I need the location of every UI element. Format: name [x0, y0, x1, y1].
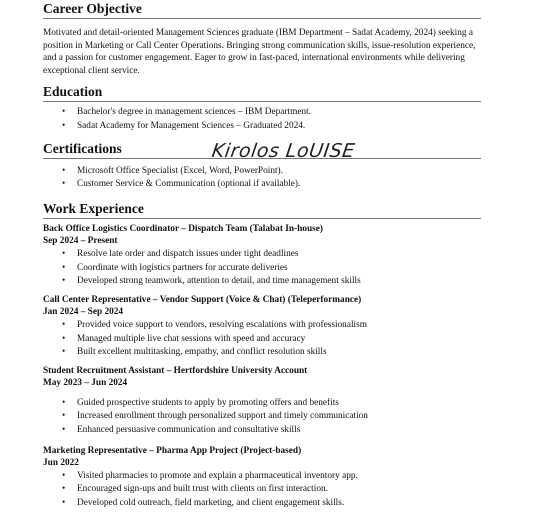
- job-dates: Sep 2024 – Present: [43, 236, 118, 247]
- work-experience-heading: Work Experience: [43, 200, 481, 219]
- bullet-icon: •: [62, 484, 66, 495]
- bullet-icon: •: [62, 276, 66, 287]
- bullet-icon: •: [62, 498, 66, 509]
- career-objective-section: [43, 0, 481, 77]
- job-title: Marketing Representative – Pharma App Project (Project-based): [43, 445, 302, 456]
- list-item: [43, 165, 481, 179]
- list-item: [43, 397, 481, 411]
- bullet-icon: •: [62, 347, 66, 358]
- bullet-icon: •: [62, 333, 66, 344]
- bullet-icon: •: [62, 262, 66, 273]
- bullet-icon: •: [62, 179, 66, 190]
- job-bullets: [43, 248, 481, 289]
- job-entry: [43, 294, 481, 360]
- list-item: [43, 483, 481, 497]
- job-dates: Jun 2022: [43, 458, 79, 469]
- job-bullet: Visited pharmacies to promote and explain a pharmaceutical inventory app.: [77, 470, 358, 481]
- job-bullet: Increased enrollment through personalized support and timely communication: [77, 411, 368, 422]
- list-item: [43, 424, 481, 438]
- list-item: [43, 410, 481, 424]
- job-dates: May 2023 – Jun 2024: [43, 378, 128, 389]
- job-bullet: Guided prospective students to apply by promoting offers and benefits: [77, 397, 339, 408]
- job-bullet: Developed strong teamwork, attention to detail, and time management skills: [77, 276, 361, 287]
- job-bullet: Managed multiple live chat sessions with speed and accuracy: [77, 333, 306, 344]
- work-experience-section: [43, 200, 481, 511]
- job-bullet: Developed cold outreach, field marketing, and client engagement skills.: [77, 498, 345, 509]
- list-item: [43, 248, 481, 262]
- job-bullet: Provided voice support to vendors, resolving escalations with professionalism: [77, 319, 367, 330]
- education-heading: Education: [43, 83, 481, 102]
- certification-item: Customer Service & Communication (optional if available).: [77, 179, 301, 190]
- list-item: [43, 470, 481, 484]
- list-item: [43, 262, 481, 276]
- bullet-icon: •: [62, 470, 66, 481]
- bullet-icon: •: [62, 397, 66, 408]
- job-entry: [43, 365, 481, 438]
- job-title: Student Recruitment Assistant – Hertfordshire University Account: [43, 365, 308, 376]
- list-item: [43, 106, 481, 120]
- certifications-list: [43, 165, 481, 192]
- career-objective-text: Motivated and detail-oriented Management Sciences graduate (IBM Department – Sadat Academy, 2024) seeking a position in Marketing or Call Center Operations. Bringing strong communication skills, issue-resolution experience, and a passion for customer engagement. Eager to grow in fast-paced, international environments while delivering exceptional client service.: [43, 28, 476, 76]
- certification-item: Microsoft Office Specialist (Excel, Word, PowerPoint).: [77, 165, 283, 176]
- bullet-icon: •: [62, 411, 66, 422]
- certifications-heading: Certifications: [43, 140, 481, 159]
- job-bullets: [43, 470, 481, 511]
- job-entry: [43, 223, 481, 289]
- education-item: Bachelor's degree in management sciences – IBM Department.: [77, 107, 312, 118]
- job-bullet: Built excellent multitasking, empathy, and conflict resolution skills: [77, 347, 327, 358]
- job-title: Back Office Logistics Coordinator – Dispatch Team (Talabat In-house): [43, 223, 323, 234]
- list-item: [43, 178, 481, 192]
- list-item: [43, 346, 481, 360]
- job-entry: [43, 445, 481, 511]
- bullet-icon: •: [62, 165, 66, 176]
- job-bullet: Encouraged sign-ups and built trust with clients on first interaction.: [77, 484, 328, 495]
- bullet-icon: •: [62, 319, 66, 330]
- job-dates: Jan 2024 – Sep 2024: [43, 307, 124, 318]
- education-item: Sadat Academy for Management Sciences – Graduated 2024.: [77, 120, 306, 131]
- bullet-icon: •: [62, 120, 66, 131]
- resume-page: [43, 0, 481, 511]
- handwritten-signature: Kirolos LoUISE: [210, 140, 357, 162]
- job-bullets: [43, 397, 481, 438]
- list-item: [43, 319, 481, 333]
- career-objective-heading: Career Objective: [43, 0, 481, 19]
- list-item: [43, 275, 481, 289]
- list-item: [43, 120, 481, 134]
- job-bullet: Enhanced persuasive communication and consultative skills: [77, 425, 301, 436]
- bullet-icon: •: [62, 248, 66, 259]
- bullet-icon: •: [62, 107, 66, 118]
- job-bullets: [43, 319, 481, 360]
- job-bullet: Resolve late order and dispatch issues under tight deadlines: [77, 248, 299, 259]
- bullet-icon: •: [62, 425, 66, 436]
- education-section: [43, 83, 481, 133]
- list-item: [43, 497, 481, 511]
- list-item: [43, 333, 481, 347]
- job-title: Call Center Representative – Vendor Support (Voice & Chat) (Teleperformance): [43, 294, 362, 305]
- job-bullet: Coordinate with logistics partners for accurate deliveries: [77, 262, 288, 273]
- education-list: [43, 106, 481, 133]
